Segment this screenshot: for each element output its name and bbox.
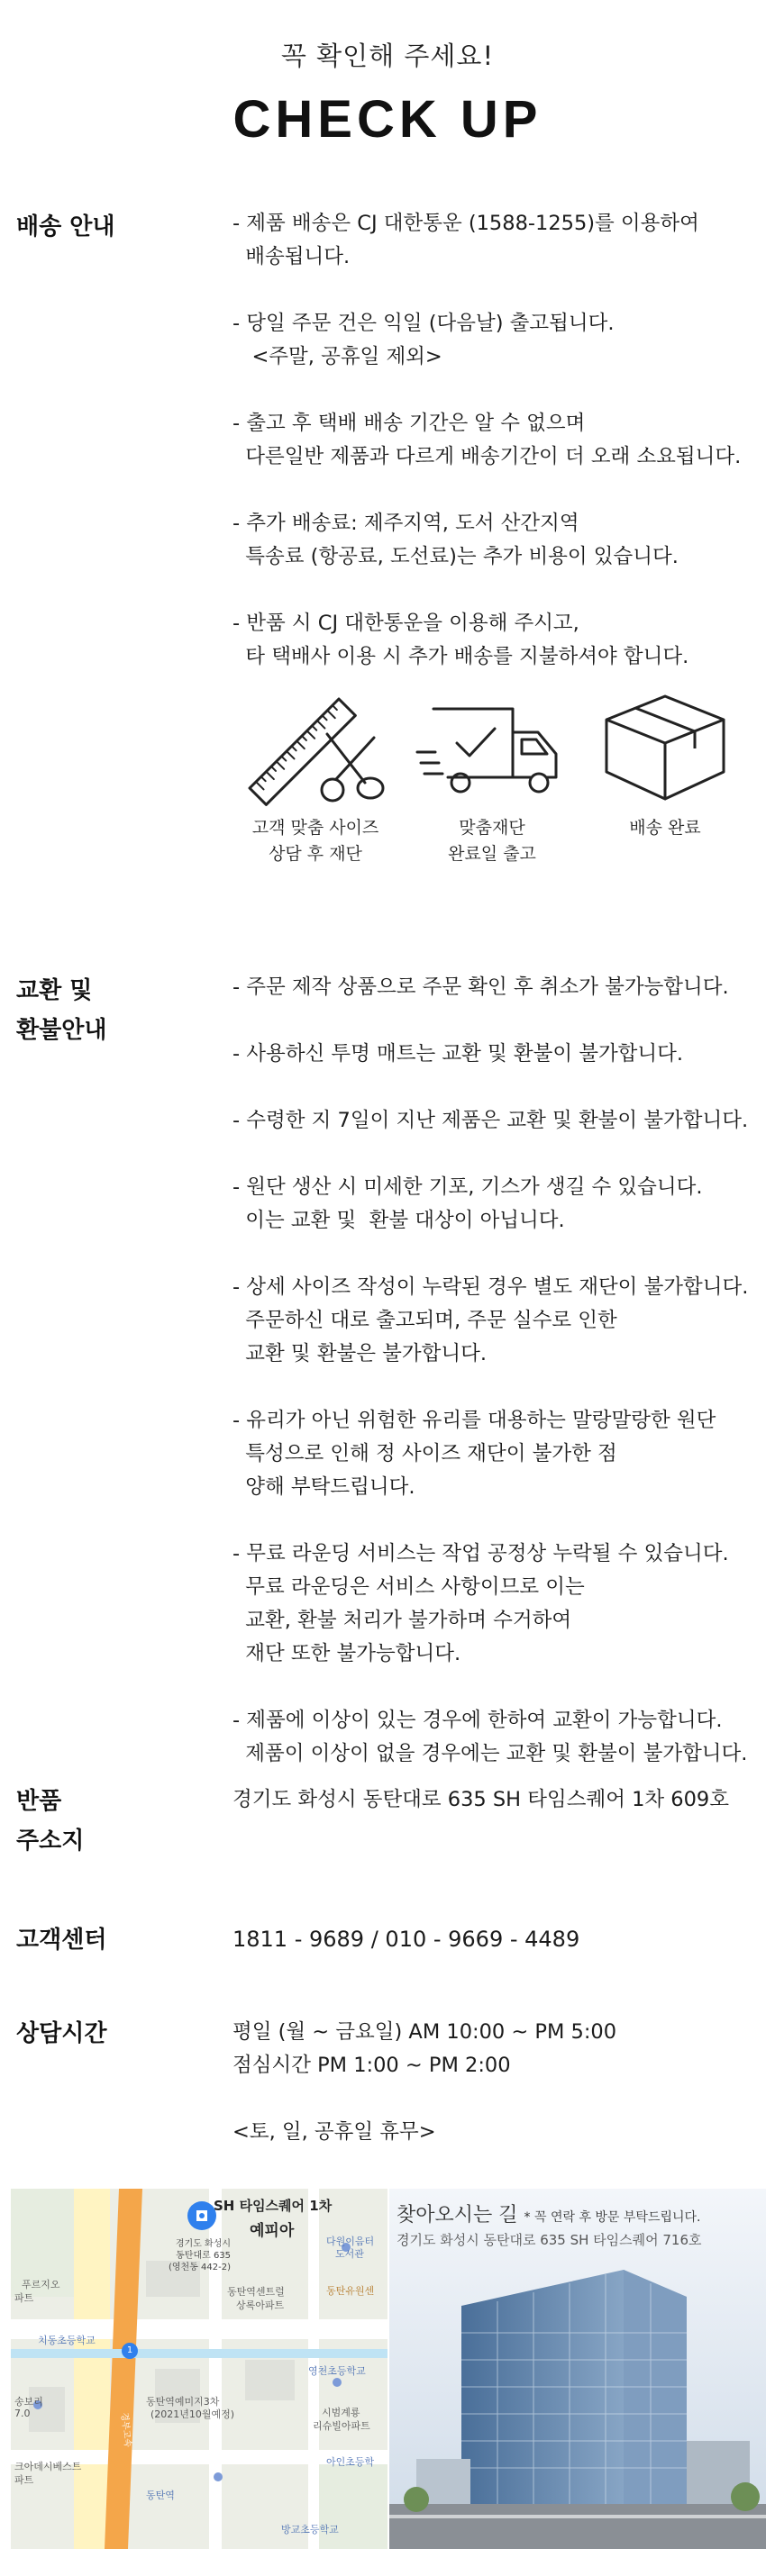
map-pin-address-line: 동탄대로 635: [176, 2251, 232, 2261]
shipping-item: [232, 407, 773, 474]
process-step-delivered: [579, 689, 751, 841]
building-photo: [389, 2189, 766, 2549]
shipping-label: 배송 안내: [16, 213, 115, 240]
shipping-bullets: [232, 207, 773, 674]
shipping-line: - 제품 배송은 CJ 대한통운 (1588-1255)를 이용하여: [232, 212, 699, 235]
exchange-line: - 상세 사이즈 작성이 누락된 경우 별도 재단이 불가합니다.: [232, 1275, 749, 1299]
map-pin-address: [169, 2238, 231, 2273]
shipping-line: 특송료 (항공료, 도선료)는 추가 비용이 있습니다.: [232, 545, 679, 568]
delivery-truck-icon: [415, 689, 569, 806]
map-label: 7.0: [14, 2408, 31, 2419]
exchange-line: 특성으로 인해 정 사이즈 재단이 불가한 점: [232, 1442, 617, 1465]
map-label: 푸르지오: [22, 2279, 60, 2290]
exchange-item: [232, 1271, 773, 1371]
map-label: 경부고속: [118, 2411, 132, 2448]
process-caption-line: 고객 맞춤 사이즈: [251, 818, 379, 838]
exchange-line: - 유리가 아닌 위험한 유리를 대용하는 말랑말랑한 원단: [232, 1409, 716, 1432]
exchange-item: [232, 971, 773, 1004]
process-caption-line: 맞춤재단: [459, 818, 525, 838]
process-step-shipping: [406, 689, 578, 867]
exchange-line: 주문하신 대로 출고되며, 주문 실수로 인한: [232, 1309, 617, 1332]
exchange-line: 무료 라운딩은 서비스 사항이므로 이는: [232, 1575, 585, 1599]
hours-spacer: [232, 2082, 773, 2116]
hours-lunch: 점심시간 PM 1:00 ~ PM 2:00: [232, 2054, 511, 2077]
hours-lines: [232, 2016, 773, 2149]
hours-closed: <토, 일, 공휴일 휴무>: [232, 2120, 436, 2144]
map-label: 파트: [14, 2474, 34, 2486]
map-label: 시범계룡: [322, 2407, 360, 2418]
map-label: 치동초등학교: [38, 2335, 96, 2346]
return-address-value: 경기도 화성시 동탄대로 635 SH 타임스퀘어 1차 609호: [232, 1788, 729, 1811]
shipping-item: [232, 607, 773, 674]
exchange-line: 양해 부탁드립니다.: [232, 1475, 415, 1499]
map-label: 리슈빌아파트: [313, 2420, 370, 2432]
exchange-label-line: 환불안내: [16, 1017, 107, 1044]
process-icons: [230, 689, 734, 887]
map-label: 송보리: [14, 2396, 43, 2408]
process-caption-line: 배송 완료: [629, 818, 701, 838]
exchange-item: [232, 1104, 773, 1138]
directions-note: * 꼭 연락 후 방문 부탁드립니다.: [524, 2210, 701, 2225]
shipping-item: [232, 207, 773, 274]
map-pin-address-line: (영천동 442-2): [169, 2263, 232, 2272]
directions-title: [397, 2200, 701, 2227]
map-label: 크아데시베스트: [14, 2461, 82, 2472]
return-address-label-line: 반품: [16, 1788, 62, 1815]
map-label: 동탄역예미지3차: [146, 2396, 220, 2408]
map-label: (2021년10월예정): [150, 2408, 235, 2420]
exchange-line: - 수령한 지 7일이 지난 제품은 교환 및 환불이 불가합니다.: [232, 1109, 749, 1132]
map-pin-title: SH 타임스퀘어 1차: [214, 2198, 333, 2214]
shipping-line: - 출고 후 택배 배송 기간은 알 수 없으며: [232, 412, 586, 435]
ruler-scissors-icon: [239, 689, 392, 806]
shipping-line: - 반품 시 CJ 대한통운을 이용해 주시고,: [232, 612, 579, 635]
shipping-line: - 당일 주문 건은 익일 (다음날) 출고됩니다.: [232, 312, 615, 335]
package-box-icon: [588, 689, 742, 806]
page-title: CHECK UP: [232, 90, 542, 149]
shipping-line: 다른일반 제품과 다르게 배송기간이 더 오래 소요됩니다.: [232, 445, 742, 468]
exchange-item: [232, 1404, 773, 1504]
process-caption-delivered: [579, 815, 751, 841]
directions-title-text: 찾아오시는 길: [397, 2204, 518, 2227]
exchange-line: - 원단 생산 시 미세한 기포, 기스가 생길 수 있습니다.: [232, 1175, 703, 1199]
shipping-item: [232, 307, 773, 374]
return-address-label: [16, 1782, 84, 1861]
exchange-line: - 사용하신 투명 매트는 교환 및 환불이 불가합니다.: [232, 1042, 684, 1066]
exchange-line: - 주문 제작 상품으로 주문 확인 후 취소가 불가능합니다.: [232, 975, 729, 999]
customer-center-phone: 1811 - 9689 / 010 - 9669 - 4489: [232, 1927, 580, 1952]
exchange-line: 교환 및 환불은 불가합니다.: [232, 1342, 487, 1365]
exchange-item: [232, 1171, 773, 1238]
exchange-label-line: 교환 및: [16, 977, 93, 1004]
hours-label: 상담시간: [16, 2020, 107, 2047]
exchange-item: [232, 1704, 773, 1771]
map-label: 동탄역센트럴: [227, 2286, 285, 2298]
exchange-bullets: [232, 971, 773, 1771]
return-address-label-line: 주소지: [16, 1828, 85, 1855]
shipping-line: - 추가 배송료: 제주지역, 도서 산간지역: [232, 512, 579, 535]
map-road-badge: 1: [126, 2345, 133, 2355]
process-caption-cutting: [230, 815, 401, 867]
exchange-line: 제품이 이상이 없을 경우에는 교환 및 환불이 불가합니다.: [232, 1742, 748, 1765]
customer-center-label: 고객센터: [16, 1927, 107, 1954]
page-subtitle: 꼭 확인해 주세요!: [280, 41, 495, 71]
exchange-line: 이는 교환 및 환불 대상이 아닙니다.: [232, 1209, 565, 1232]
map-label: 아인초등학: [326, 2456, 375, 2468]
exchange-item: [232, 1038, 773, 1071]
exchange-line: - 제품에 이상이 있는 경우에 한하여 교환이 가능합니다.: [232, 1709, 723, 1732]
map-label: 파트: [14, 2292, 34, 2304]
shipping-item: [232, 507, 773, 574]
process-caption-line: 완료일 출고: [448, 844, 536, 864]
map-label: 동탄역: [146, 2490, 175, 2501]
process-caption-line: 상담 후 재단: [269, 844, 362, 864]
shipping-line: <주말, 공휴일 제외>: [232, 345, 442, 368]
process-step-cutting: [230, 689, 401, 867]
map-label: 동탄유원센: [326, 2285, 375, 2297]
map-label: 상록아파트: [236, 2299, 285, 2311]
page-header: [0, 36, 775, 150]
map-label: 다원이음터: [326, 2236, 375, 2247]
map-pin-address-line: 경기도 화성시: [175, 2239, 232, 2249]
shipping-line: 타 택배사 이용 시 추가 배송를 지불하셔야 합니다.: [232, 645, 689, 668]
process-caption-shipping: [406, 815, 578, 867]
map-label: 도서관: [335, 2248, 364, 2260]
exchange-line: 재단 또한 불가능합니다.: [232, 1642, 461, 1665]
hours-weekday: 평일 (월 ~ 금요일) AM 10:00 ~ PM 5:00: [232, 2020, 617, 2044]
map-pin-sub: 예피아: [250, 2222, 295, 2240]
directions-address: 경기도 화성시 동탄대로 635 SH 타임스퀘어 716호: [397, 2232, 702, 2248]
map-label: 영천초등학교: [308, 2365, 366, 2377]
exchange-line: 교환, 환불 처리가 불가하며 수거하여: [232, 1609, 572, 1632]
exchange-item: [232, 1537, 773, 1671]
exchange-line: - 무료 라운딩 서비스는 작업 공정상 누락될 수 있습니다.: [232, 1542, 729, 1565]
location-map[interactable]: [11, 2189, 388, 2549]
map-label: 방교초등학교: [281, 2524, 339, 2535]
shipping-line: 배송됩니다.: [232, 245, 351, 268]
exchange-label: [16, 971, 106, 1050]
